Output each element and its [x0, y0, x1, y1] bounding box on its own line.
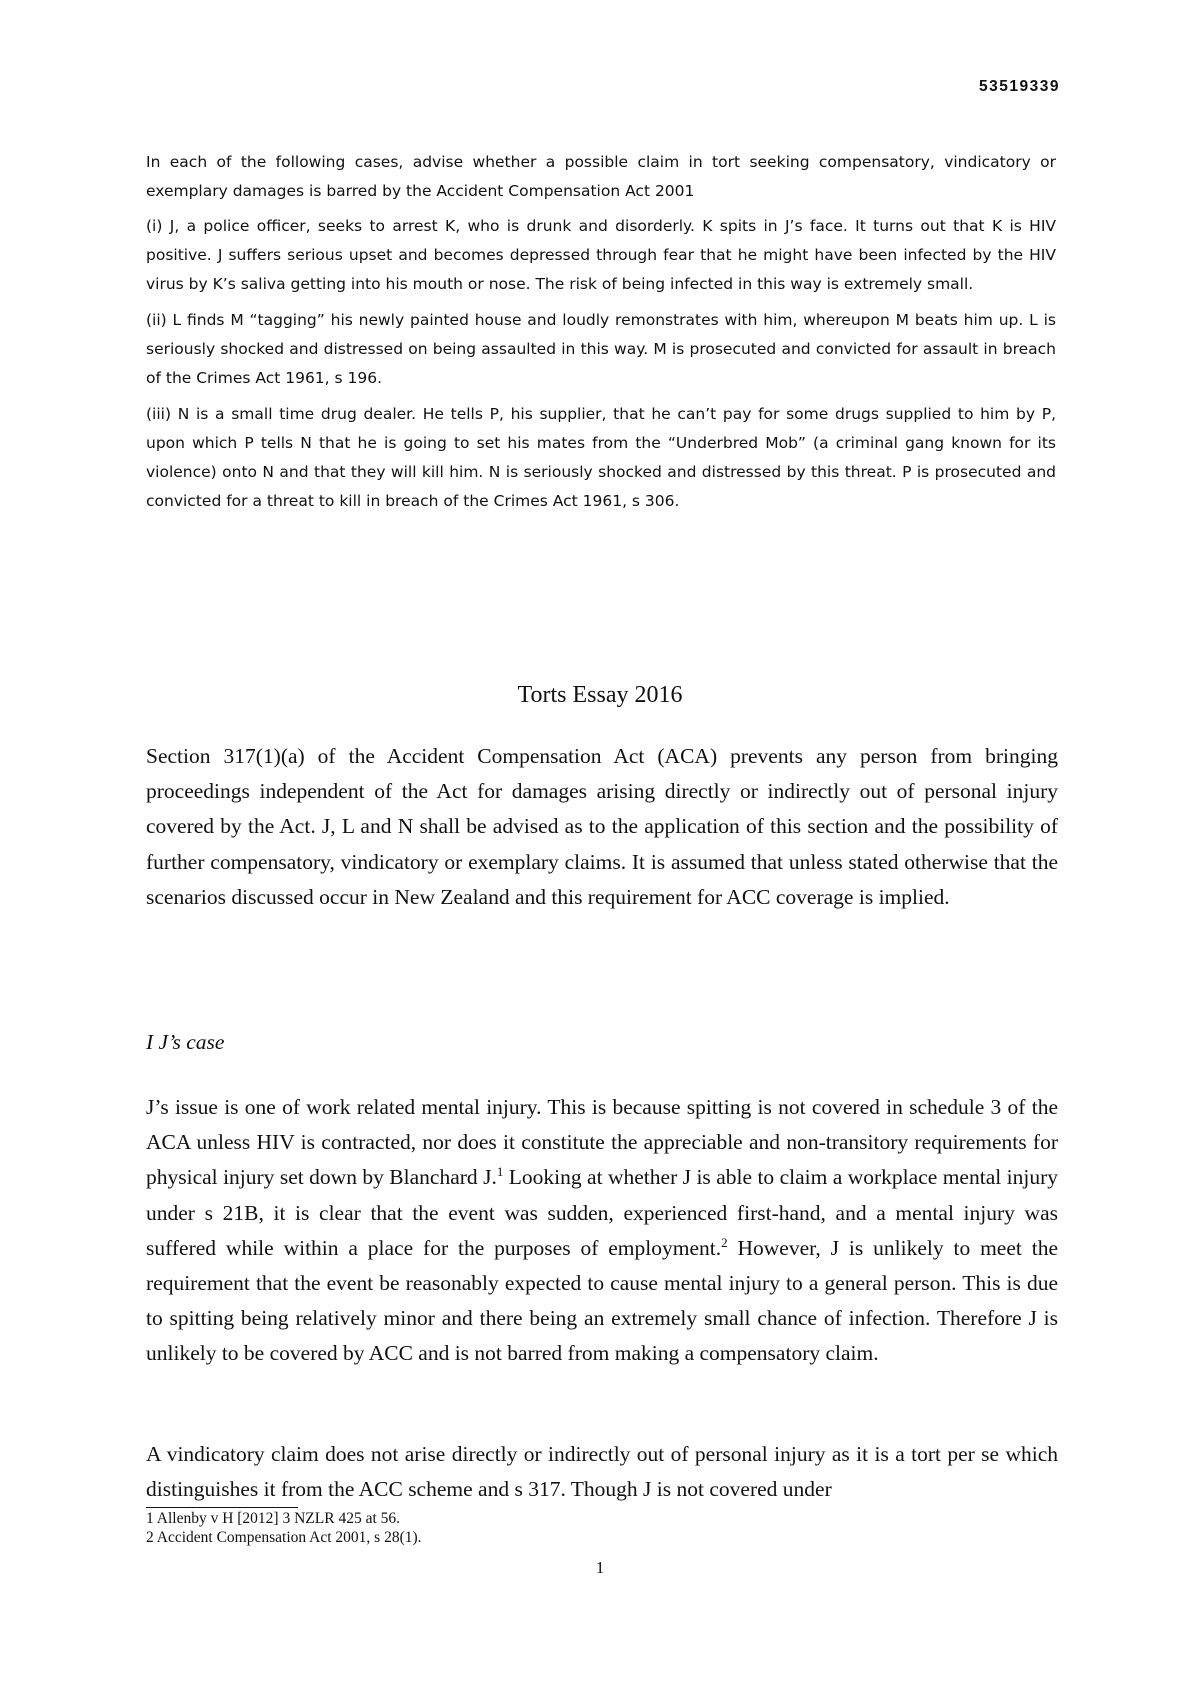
question-case-iii: (iii) N is a small time drug dealer. He tells P, his supplier, that he can’t pay for some drugs supplied to him by P, upon which P tells N that he is going to set his mates from the “Underbred Mob” (a criminal gang known for its violence) onto N and that they will kill him. N is seriously shocked and distressed by this threat. P is prosecuted and convicted for a threat to kill in breach of the Crimes Act 1961, s 306.	[146, 405, 1056, 510]
essay-paragraph-3-text: A vindicatory claim does not arise directly or indirectly out of personal injury as it is a tort per se which distinguishes it from the ACC scheme and s 317. Though J is not covered under	[146, 1442, 1058, 1502]
essay-title: Torts Essay 2016	[517, 682, 683, 708]
footnote-divider	[146, 1507, 298, 1508]
essay-paragraph-3	[146, 1437, 1058, 1507]
question-case-i: (i) J, a police officer, seeks to arrest K, who is drunk and disorderly. K spits in J’s face. It turns out that K is HIV positive. J suffers serious upset and becomes depressed through fear that he might have been infected by the HIV virus by K’s saliva getting into his mouth or nose. The risk of being infected in this way is extremely small.	[146, 217, 1056, 293]
essay-paragraph-2-part-c: However, J is unlikely to meet the requirement that the event be reasonably expected to cause mental injury to a general person. This is due to spitting being relatively minor and there being an extremely small chance of infection. Therefore J is unlikely to be covered by ACC and is not barred from making a compensatory claim.	[146, 1235, 1058, 1366]
question-case-ii: (ii) L finds M “tagging” his newly painted house and loudly remonstrates with him, whereupon M beats him up. L is seriously shocked and distressed on being assaulted in this way. M is prosecuted and convicted for assault in breach of the Crimes Act 1961, s 196.	[146, 311, 1056, 387]
essay-paragraph-1	[146, 739, 1058, 915]
essay-paragraph-2-part-b: Looking at whether J is able to claim a workplace mental injury under s 21B, it is clear that the event was sudden, experienced first-hand, and a mental injury was suffered while within a place for the purposes of employment.	[146, 1165, 1058, 1260]
essay-paragraph-2	[146, 1090, 1058, 1372]
section-heading-j-case: I J’s case	[146, 1030, 225, 1054]
footnote-ref-1[interactable]: 1	[496, 1164, 504, 1180]
question-intro: In each of the following cases, advise whether a possible claim in tort seeking compensatory, vindicatory or exemplary damages is barred by the Accident Compensation Act 2001	[146, 153, 1056, 200]
footnotes	[146, 1509, 422, 1547]
essay-paragraph-1-text: Section 317(1)(a) of the Accident Compensation Act (ACA) prevents any person from bringing proceedings independent of the Act for damages arising directly or indirectly out of personal injury covered by the Act. J, L and N shall be advised as to the application of this section and the possibility of further compensatory, vindicatory or exemplary claims. It is assumed that unless stated otherwise that the scenarios discussed occur in New Zealand and this requirement for ACC coverage is implied.	[146, 744, 1058, 909]
question-block	[146, 148, 1056, 523]
footnote-2: 2 Accident Compensation Act 2001, s 28(1).	[146, 1529, 422, 1546]
footnote-1: 1 Allenby v H [2012] 3 NZLR 425 at 56.	[146, 1510, 401, 1527]
page-number: 1	[595, 1558, 605, 1577]
essay-paragraph-2-part-a: J’s issue is one of work related mental injury. This is because spitting is not covered in schedule 3 of the ACA unless HIV is contracted, nor does it constitute the appreciable and non-transitory requirements for physical injury set down by Blanchard J.	[146, 1095, 1058, 1190]
footnote-ref-2[interactable]: 2	[721, 1234, 728, 1250]
student-id: 53519339	[979, 78, 1060, 95]
